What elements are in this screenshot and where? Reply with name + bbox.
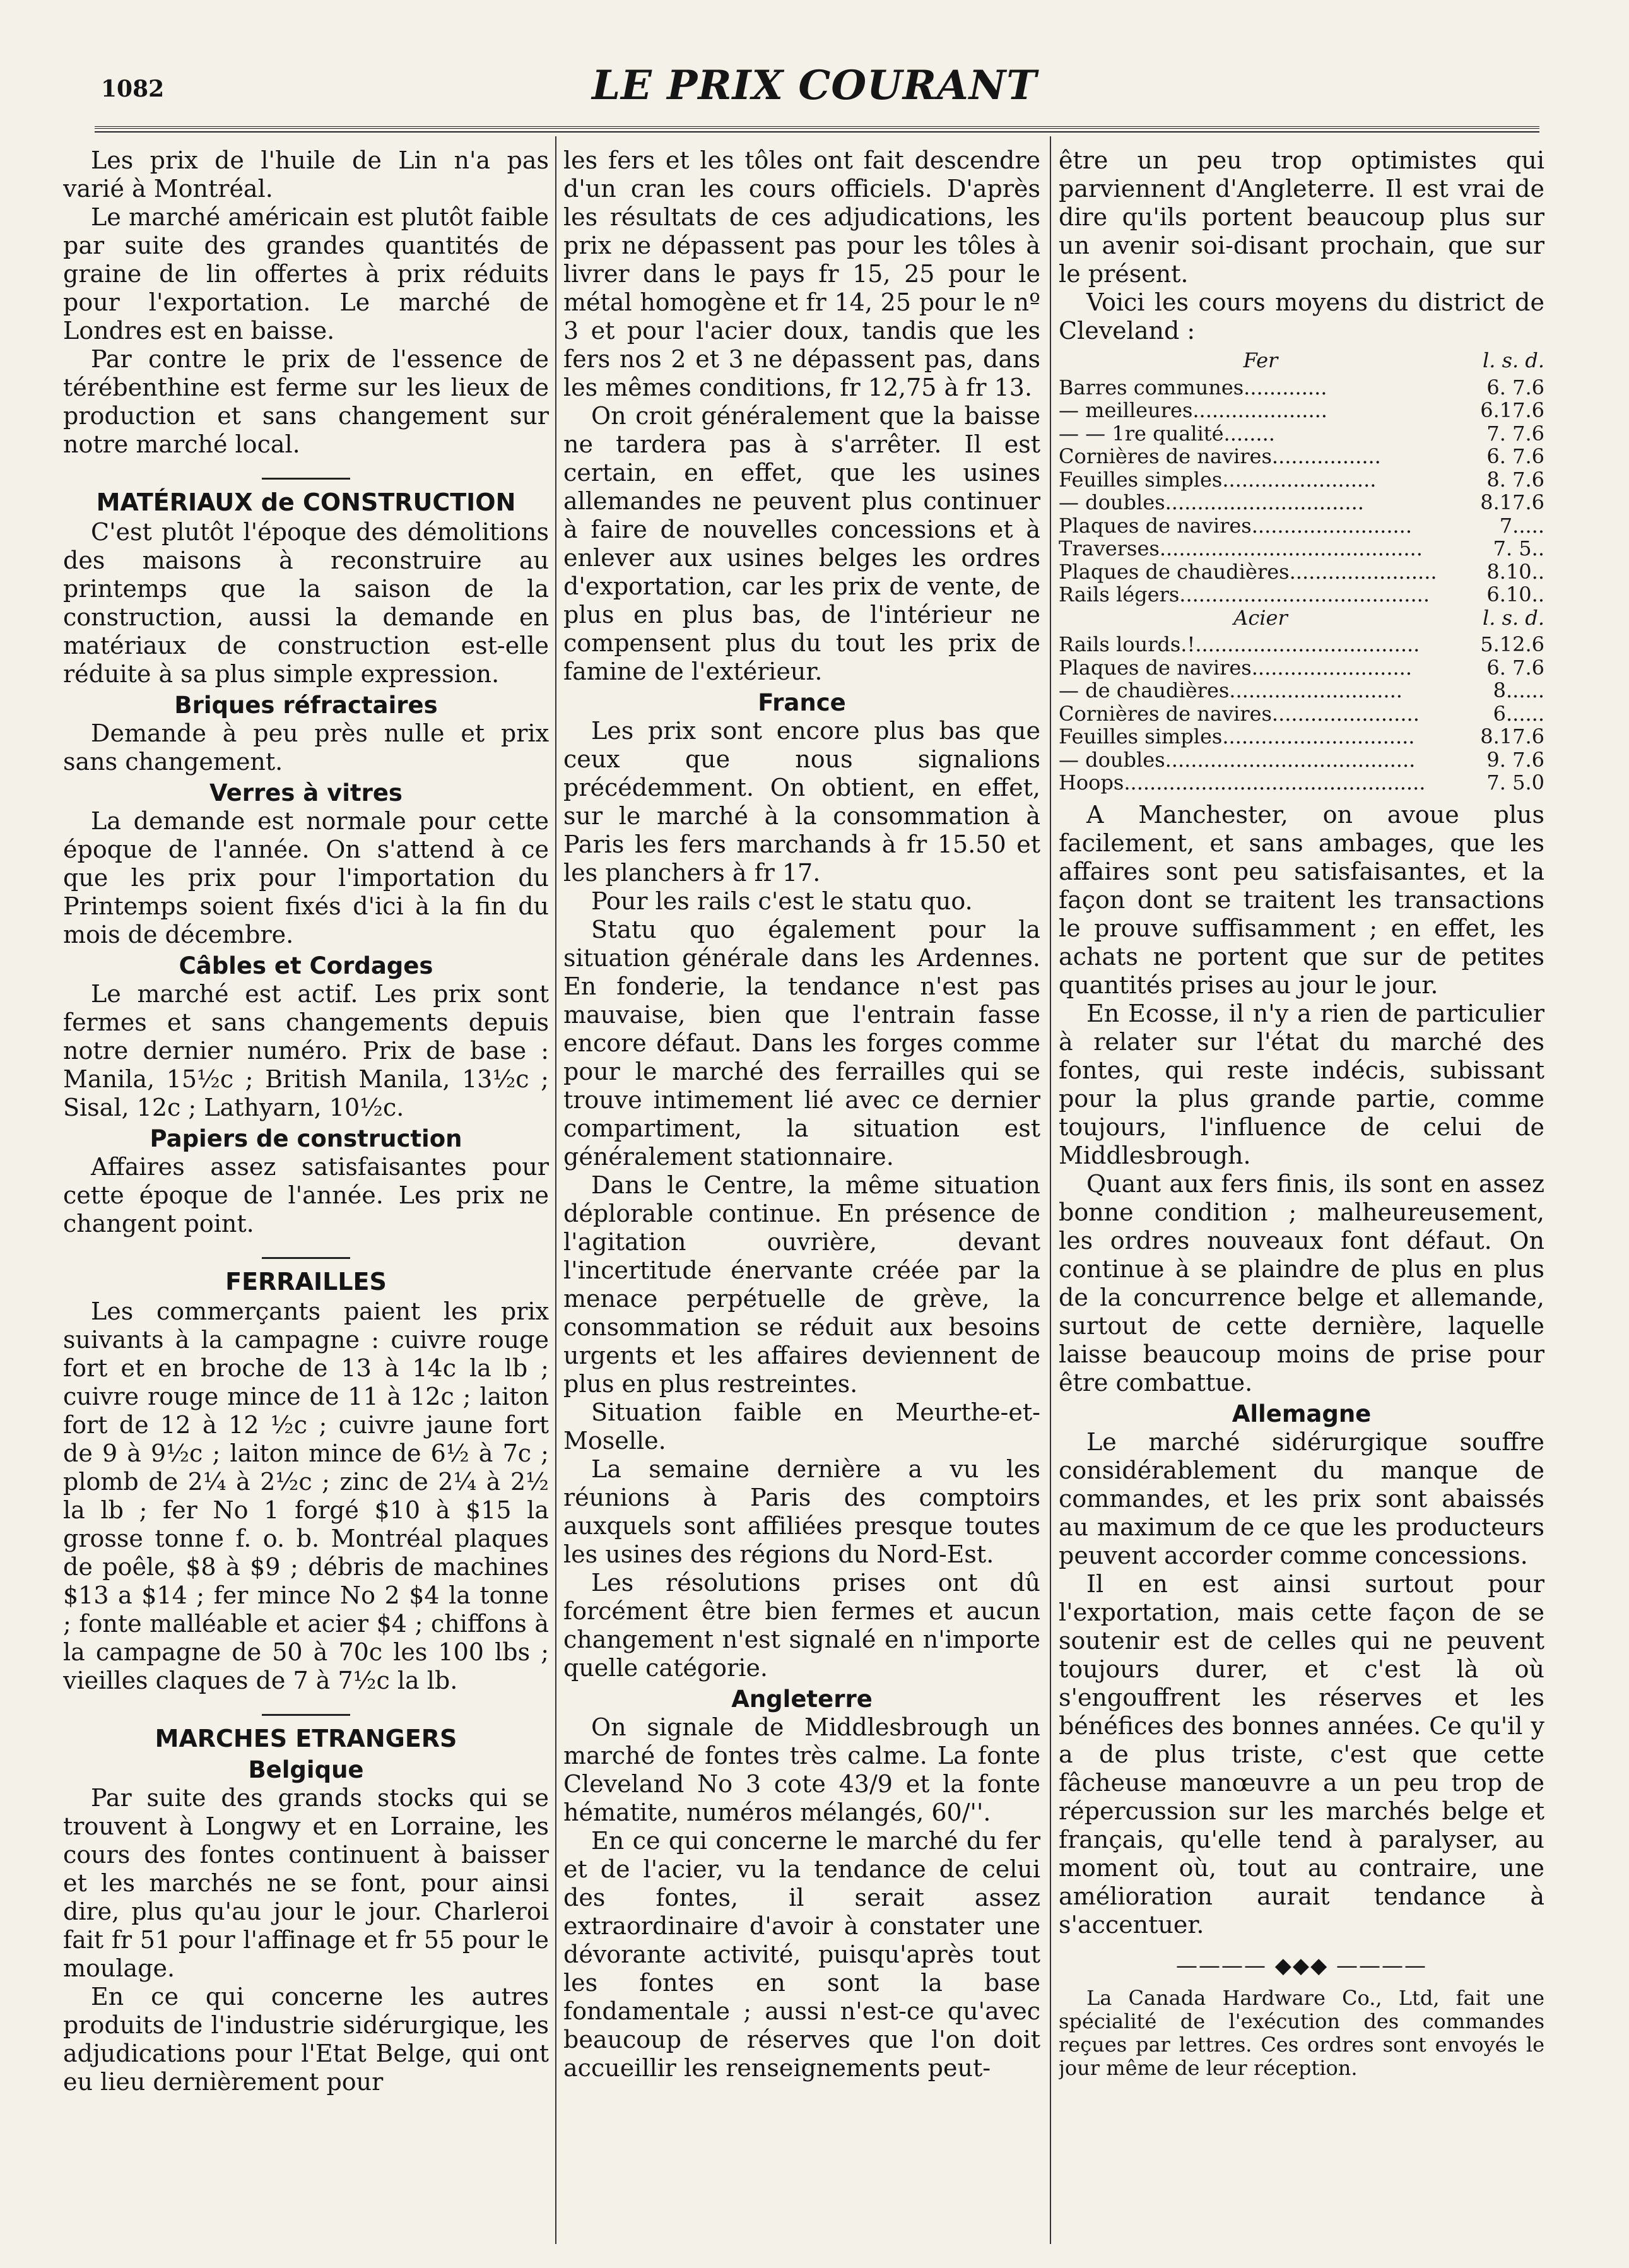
table-row (1059, 514, 1544, 538)
paragraph: Les prix de l'huile de Lin n'a pas varié à Montréal. (63, 146, 549, 203)
table-row (1059, 702, 1544, 726)
row-label: Plaques de chaudières....................... (1059, 559, 1437, 584)
section-rule (262, 1714, 350, 1716)
row-label: — doubles............................... (1059, 490, 1364, 514)
paragraph: En ce qui concerne les autres produits de l'industrie sidérurgique, les adjudications pour l'Etat Belge, qui ont eu lieu dernièrement pour (63, 1983, 549, 2096)
row-value: 6. 7.6 (1486, 444, 1544, 468)
subsection-title: Briques réfractaires (174, 692, 438, 719)
paragraph: Demande à peu près nulle et prix sans changement. (63, 719, 549, 776)
table-row (1059, 748, 1544, 772)
row-value: 7. 5.0 (1486, 771, 1544, 794)
table-row (1059, 422, 1544, 446)
paragraph: les fers et les tôles ont fait descendre d'un cran les cours officiels. D'après les résultats de ces adjudications, les prix ne dépassent pas pour les tôles à livrer dans le pays fr 15, 25 pour le métal homogène et fr 14, 25 pour le nº 3 et pour l'acier doux, tandis que les fers nos 2 et 3 ne dépassent pas, dans les mêmes conditions, fr 12,75 à fr 13. (563, 146, 1040, 401)
row-value: 9. 7.6 (1486, 747, 1544, 772)
column-2 (563, 146, 1040, 2241)
row-value: 6. 7.6 (1486, 655, 1544, 680)
row-value: 6.10.. (1486, 582, 1544, 606)
paragraph: Les commerçants paient les prix suivants à la campagne : cuivre rouge fort et en broche de 13 à 14c la lb ; cuivre rouge mince de 11 à 12c ; laiton fort de 12 à 12 ½c ; cuivre jaune fort de 9 à 9½c ; laiton mince de 6½ à 7c ; plomb de 2¼ à 2½c ; zinc de 2¼ à 2½ la lb ; fer No 1 forgé $10 à $15 la grosse tonne f. o. b. Montréal plaques de poêle, $8 à $9 ; débris de machines $13 a $14 ; fer mince No 2 $4 la tonne ; fonte malléable et acier $4 ; chiffons à la campagne de 50 à 70c les 100 lbs ; vieilles claques de 7 à 7½c la lb. (63, 1297, 549, 1694)
row-value: 6.17.6 (1480, 398, 1544, 422)
paragraph: être un peu trop optimistes qui parviennent d'Angleterre. Il est vrai de dire qu'ils portent beaucoup plus sur un avenir soi-disant prochain, que sur le présent. (1059, 146, 1544, 288)
table-row (1059, 491, 1544, 514)
table-row (1059, 445, 1544, 468)
table-row (1059, 468, 1544, 492)
paragraph: Il en est ainsi surtout pour l'exportation, mais cette façon de se soutenir est de celles qui ne peuvent toujours durer, et c'est là où s'engouffrent les réserves et les bénéfices des bonnes années. Ce qu'il y a de plus triste, c'est que cette fâcheuse manœuvre a un peu trop de répercussion sur les marchés belge et français, qu'elle tend à paralyser, au moment où, tout au contraire, une amélioration aurait tendance à s'accentuer. (1059, 1569, 1544, 1939)
table-header-row (1059, 606, 1544, 634)
paragraph: A Manchester, on avoue plus facilement, et sans ambages, que les affaires sont peu satisfaisantes, et la façon dont se traitent les transactions le prouve suffisamment ; en effet, les achats ne portent que sur de petites quantités prises au jour le jour. (1059, 800, 1544, 999)
row-label: Plaques de navires......................... (1059, 655, 1413, 680)
paragraph: On croit généralement que la baisse ne tardera pas à s'arrêter. Il est certain, en effet, que les usines allemandes ne peuvent plus continuer à faire de nouvelles concessions et à enlever aux usines belges les ordres d'exportation, car les prix de vente, de plus en plus bas, de l'intérieur ne compensent plus du tout les prix de famine de l'extérieur. (563, 402, 1040, 685)
row-value: 6. 7.6 (1486, 375, 1544, 399)
table-row (1059, 656, 1544, 680)
row-label: Rails légers....................................... (1059, 582, 1430, 606)
row-value: 8. 7.6 (1486, 467, 1544, 492)
table-row (1059, 399, 1544, 422)
table-row (1059, 725, 1544, 748)
paragraph: On signale de Middlesbrough un marché de fontes très calme. La fonte Cleveland No 3 cote 43/9 et la fonte hématite, numéros mélangés, 60/''. (563, 1713, 1040, 1826)
paragraph: Pour les rails c'est le statu quo. (591, 887, 973, 915)
page-number: 1082 (101, 76, 165, 102)
row-label: Traverses......................................... (1059, 536, 1423, 560)
row-value: 6...... (1493, 701, 1544, 726)
paragraph: Les prix sont encore plus bas que ceux que nous signalions précédemment. On obtient, en effet, sur le marché à la consommation à Paris les fers marchands à fr 15.50 et les planchers à fr 17. (563, 717, 1040, 887)
paragraph: Dans le Centre, la même situation déplorable continue. En présence de l'agitation ouvrière, devant l'incertitude énervante créée par la menace perpétuelle de grève, la consommation se réduit aux besoins urgents et les affaires deviennent de plus en plus restreintes. (563, 1171, 1040, 1398)
section-title: MATÉRIAUX de CONSTRUCTION (96, 488, 516, 516)
subsection-title: Câbles et Cordages (179, 952, 433, 979)
paragraph: Situation faible en Meurthe-et-Moselle. (563, 1398, 1040, 1455)
section-rule (262, 478, 350, 480)
price-table (1059, 349, 1544, 794)
table-row (1059, 633, 1544, 656)
paragraph: C'est plutôt l'époque des démolitions des maisons à reconstruire au printemps que la saison de la construction, aussi la demande en matériaux de construction est-elle réduite à sa plus simple expression. (63, 518, 549, 688)
column-1 (63, 146, 549, 2241)
row-label: Feuilles simples.............................. (1059, 724, 1415, 748)
paragraph: La demande est normale pour cette époque de l'année. On s'attend à ce que les prix pour l'importation du Printemps soient fixés d'ici à la fin du mois de décembre. (63, 807, 549, 948)
paragraph: Quant aux fers finis, ils sont en assez bonne condition ; malheureusement, les ordres nouveaux font défaut. On continue à se plaindre de plus en plus de la concurrence belge et allemande, surtout de cette dernière, laquelle laisse beaucoup moins de prise pour être combattue. (1059, 1169, 1544, 1397)
row-label: Barres communes............. (1059, 375, 1327, 399)
section-title: FERRAILLES (225, 1268, 387, 1296)
paragraph: Voici les cours moyens du district de Cleveland : (1059, 288, 1544, 345)
subsection-title: Verres à vitres (209, 779, 403, 806)
paragraph: En ce qui concerne le marché du fer et de l'acier, vu la tendance de celui des fontes, il serait assez extraordinaire d'avoir à constater une dévorante activité, puisqu'après tout les fontes en sont la base fondamentale ; aussi n'est-ce qu'avec beaucoup de réserves que l'on doit accueillir les renseignements peut- (563, 1827, 1040, 2082)
column-divider (1050, 136, 1051, 2244)
table-header-label: Fer (1243, 348, 1278, 372)
section-title: MARCHES ETRANGERS (155, 1725, 457, 1752)
row-value: 8.10.. (1486, 559, 1544, 584)
row-label: Cornières de navires....................... (1059, 701, 1420, 726)
section-rule (262, 1257, 350, 1259)
row-value: 7. 7.6 (1486, 421, 1544, 446)
paragraph: Le marché américain est plutôt faible par suite des grandes quantités de graine de lin offertes à prix réduits pour l'exportation. Le marché de Londres est en baisse. (63, 203, 549, 345)
subsection-title: Papiers de construction (150, 1125, 462, 1152)
table-header-label: Acier (1233, 605, 1288, 630)
row-value: 7..... (1499, 513, 1544, 538)
paragraph: Affaires assez satisfaisantes pour cette époque de l'année. Les prix ne changent point. (63, 1153, 549, 1237)
ornament-divider: ———— ◆◆◆ ———— (1175, 1952, 1428, 1978)
column-3 (1059, 146, 1544, 2241)
row-label: — — 1re qualité........ (1059, 421, 1275, 446)
row-label: — de chaudières........................... (1059, 678, 1403, 702)
paragraph: La semaine dernière a vu les réunions à Paris des comptoirs auxquels sont affiliées presque toutes les usines des régions du Nord-Est. (563, 1455, 1040, 1568)
row-label: — doubles....................................... (1059, 747, 1416, 772)
subsection-title: France (758, 689, 846, 716)
row-value: 7. 5.. (1493, 536, 1544, 560)
row-label: Feuilles simples........................ (1059, 467, 1377, 492)
subsection-title: Angleterre (731, 1686, 873, 1713)
paragraph: Les résolutions prises ont dû forcément être bien fermes et aucun changement n'est signalé en n'importe quelle catégorie. (563, 1569, 1040, 1682)
paragraph: Par suite des grands stocks qui se trouvent à Longwy et en Lorraine, les cours des fontes continuent à baisser et les marchés ne se font, pour ainsi dire, plus qu'au jour le jour. Charleroi fait fr 51 pour l'affinage et fr 55 pour le moulage. (63, 1784, 549, 1982)
subsection-title: Belgique (248, 1756, 364, 1783)
row-label: Cornières de navires................. (1059, 444, 1381, 468)
row-value: 5.12.6 (1480, 632, 1544, 656)
table-row (1059, 679, 1544, 702)
row-label: Rails lourds.!................................... (1059, 632, 1420, 656)
table-header-unit: l. s. d. (1483, 348, 1544, 372)
row-label: — meilleures..................... (1059, 398, 1327, 422)
table-row (1059, 771, 1544, 794)
table-header-row (1059, 349, 1544, 376)
advertisement-notice: La Canada Hardware Co., Ltd, fait une spécialité de l'exécution des commandes reçues par lettres. Ces ordres sont envoyés le jour même de leur réception. (1059, 1985, 1544, 2080)
row-label: Plaques de navires......................... (1059, 513, 1413, 538)
table-row (1059, 583, 1544, 606)
paragraph: Par contre le prix de l'essence de térébenthine est ferme sur les lieux de production et sans changement sur notre marché local. (63, 345, 549, 458)
column-divider (555, 136, 556, 2244)
paragraph: Statu quo également pour la situation générale dans les Ardennes. En fonderie, la tendance n'est pas mauvaise, bien que l'entrain fasse encore défaut. Dans les forges comme pour le marché des ferrailles qui se trouve intimement lié avec ce dernier compartiment, la situation est généralement stationnaire. (563, 916, 1040, 1171)
table-row (1059, 376, 1544, 399)
row-value: 8.17.6 (1480, 724, 1544, 748)
row-value: 8...... (1493, 678, 1544, 702)
subsection-title: Allemagne (1232, 1400, 1372, 1427)
row-label: Hoops............................................... (1059, 771, 1426, 794)
paragraph: Le marché sidérurgique souffre considérablement du manque de commandes, et les prix sont abaissés au maximum de ce que les producteurs peuvent accorder comme concessions. (1059, 1427, 1544, 1569)
table-header-unit: l. s. d. (1483, 605, 1544, 630)
masthead-logo: LE PRIX COURANT (592, 62, 1037, 109)
paragraph: Le marché est actif. Les prix sont fermes et sans changements depuis notre dernier numéro. Prix de base : Manila, 15½c ; British Manila, 13½c ; Sisal, 12c ; Lathyarn, 10½c. (63, 980, 549, 1121)
header-rule (95, 126, 1539, 133)
table-row (1059, 537, 1544, 560)
row-value: 8.17.6 (1480, 490, 1544, 514)
paragraph: En Ecosse, il n'y a rien de particulier à relater sur l'état du marché des fontes, qui reste indécis, subissant pour la plus grande partie, comme toujours, l'influence de celui de Middlesbrough. (1059, 999, 1544, 1169)
table-row (1059, 560, 1544, 584)
